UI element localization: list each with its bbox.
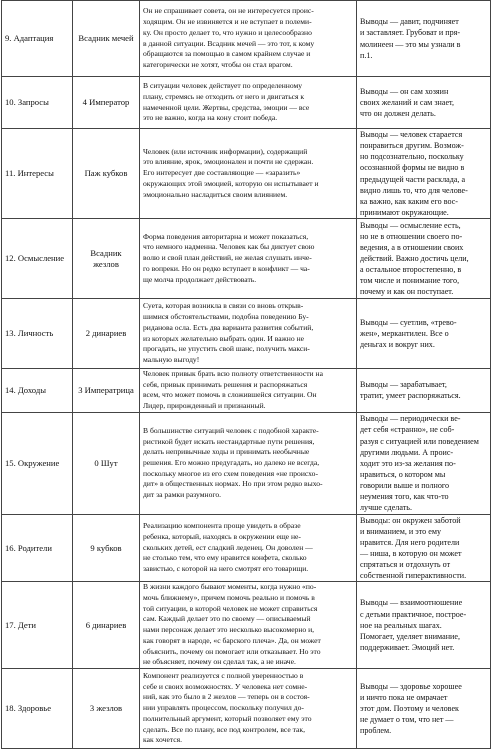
position-name: 14. Доходы <box>5 384 47 395</box>
conclusion-text-line: но подсознательно, поскольку <box>360 152 464 162</box>
conclusion-text-line: нравиться, о котором мы <box>360 469 446 479</box>
conclusion-text-cell <box>357 514 491 582</box>
card-name-line: Всадник <box>90 247 122 258</box>
card-name-line: 3 жезлов <box>89 703 123 713</box>
position-name: 12. Осмысление <box>5 253 65 263</box>
card-description-line: Компонент реализуется с полной уверенностью в <box>143 671 304 681</box>
conclusion-text-line: тратит, умеет распоряжаться. <box>360 391 461 401</box>
card-description-line: шимися обстоятельствами, подобна поведению Бу- <box>143 312 309 322</box>
conclusion-text-line: а остальное второстепенно, в <box>360 265 462 275</box>
card-description-cell <box>140 1 357 77</box>
conclusion-text-line: осознанной формы не видно в <box>360 163 465 173</box>
conclusion-text-line: разуя с ситуацией или поведением <box>360 436 479 446</box>
conclusion-text-line: почему и как он поступает. <box>360 287 454 297</box>
card-description-line: Его интересует две составляющие — «заразить» <box>143 168 301 178</box>
position-name-cell <box>2 219 73 299</box>
conclusion-text-cell <box>357 129 491 219</box>
position-name: 10. Запросы <box>5 97 49 107</box>
card-description-line: мочь ближнему», причем помочь реально и помочь в <box>143 593 315 603</box>
conclusion-text-line: что он должен делать. <box>360 109 436 119</box>
card-description-line: эмоционально насладиться своим влиянием. <box>143 189 288 199</box>
conclusion-text-line: молинеен — это мы узнали в <box>360 39 461 49</box>
card-name-cell <box>73 77 140 129</box>
conclusion-text-cell <box>357 412 491 514</box>
position-name: 17. Дети <box>5 619 37 630</box>
conclusion-text-line: проблем. <box>360 726 392 736</box>
card-description-line: В большинстве ситуаций человек с подобной характе- <box>143 425 319 435</box>
position-name-cell <box>2 582 73 669</box>
card-description-line: нами персонаж делает это несколько высокомерно и, <box>143 625 315 635</box>
conclusion-text-line: Выводы — он сам хозяин <box>360 86 449 96</box>
table-row <box>2 669 491 749</box>
card-name-line: 9 кубков <box>90 542 122 553</box>
conclusion-text-line: но не в отношении своего по- <box>360 231 463 241</box>
card-description-line: Он не спрашивает совета, он не интересуется проис- <box>143 6 314 16</box>
card-description-line: Лидер, прирожденный и признанный. <box>143 401 266 411</box>
card-name-line: 4 Император <box>82 97 130 107</box>
conclusion-text-line: принимают окружающие. <box>360 207 449 217</box>
table-body <box>2 1 491 749</box>
position-name-cell <box>2 369 73 413</box>
conclusion-text-line: и заставляет. Грубоват и пря- <box>360 28 461 38</box>
card-name-line: 6 динариев <box>85 619 127 630</box>
conclusion-text-line: с детьми практичное, построе- <box>360 609 467 619</box>
conclusion-text-cell <box>357 369 491 413</box>
card-description-line: как хочется. <box>143 735 183 745</box>
conclusion-text-line: — ниша, в которую он может <box>360 549 462 559</box>
card-description-line: прогадать, не упустить свой шанс, получить макси- <box>143 344 310 354</box>
conclusion-text-cell <box>357 77 491 129</box>
card-description-cell <box>140 129 357 219</box>
card-description-line: себя, привык принимать решения и распоряжаться <box>143 379 308 389</box>
card-description-cell <box>140 369 357 413</box>
card-description-line: мальную выгоду! <box>143 354 200 364</box>
card-description-line: решения. Его можно предугадать, но далеко не всегда, <box>143 457 320 467</box>
card-description-line: ще молча продолжает действовать. <box>143 274 257 284</box>
conclusion-text-line: Помогает, уделяет внимание, <box>360 631 460 641</box>
conclusion-text-cell <box>357 1 491 77</box>
position-name: 15. Окружение <box>5 457 60 468</box>
card-description-line: категорически не хотят, чтобы он стал врагом. <box>143 59 293 69</box>
card-name-line: Паж кубков <box>84 168 128 178</box>
conclusion-text-line: Выводы — суетлив, «трево- <box>360 317 457 327</box>
table-row <box>2 412 491 514</box>
card-description-line: намеченной цели. Жертвы, средства, эмоции — все <box>143 102 310 112</box>
conclusion-text-line: спрятаться и отдохнуть от <box>360 560 451 570</box>
conclusion-text-line: нравится. Для него родители <box>360 538 460 547</box>
conclusion-text-line: предыдущей части расклада, а <box>360 174 466 184</box>
card-description-line: поскольку многое из его схем поведения «не происхо- <box>143 468 318 478</box>
card-name-cell <box>73 299 140 369</box>
conclusion-text-line: собственной гиперактивности. <box>360 571 467 581</box>
conclusion-text-line: этот дом. Поэтому и человек <box>360 703 459 713</box>
conclusion-text-line: видно лишь то, что для челове- <box>360 185 468 195</box>
table-row <box>2 369 491 413</box>
card-description-line: завистью, с которой на него смотрят его товарищи. <box>143 564 309 574</box>
card-description-line: В жизни каждого бывают моменты, когда нужно «по- <box>143 582 317 592</box>
card-name-cell <box>73 369 140 413</box>
conclusion-text-line: говорили выше и полного <box>360 480 450 490</box>
conclusion-text-line: Выводы — человек старается <box>360 130 463 140</box>
card-name-line: Всадник мечей <box>78 33 134 43</box>
tarot-positions-table <box>1 0 491 749</box>
card-description-line: как говорят в народе, «с барского плеча». Да, он может <box>143 635 321 645</box>
position-name-cell <box>2 299 73 369</box>
conclusion-text-line: деньгах и вокруг них. <box>360 340 435 350</box>
card-description-line: В ситуации человек действует по определенному <box>143 81 303 91</box>
position-name: 11. Интересы <box>5 168 54 178</box>
card-name-cell <box>73 669 140 749</box>
card-description-line: го вопреки. Но он редко вступает в конфликт — ча- <box>143 263 310 273</box>
card-name-cell <box>73 219 140 299</box>
card-description-line: ходящим. Он не извиняется и не вступает в полеми- <box>143 17 312 27</box>
card-description-cell <box>140 219 357 299</box>
card-description-line: Человек привык брать всю полноту ответственности на <box>143 369 323 378</box>
position-name-cell <box>2 412 73 514</box>
conclusion-text-line: Выводы — зарабатывает, <box>360 380 447 390</box>
position-name: 9. Адаптация <box>5 33 54 43</box>
conclusion-text-cell <box>357 582 491 669</box>
conclusion-text-line: Выводы — осмысление есть, <box>360 220 461 230</box>
position-name-cell <box>2 514 73 582</box>
position-name-cell <box>2 1 73 77</box>
position-name-cell <box>2 77 73 129</box>
conclusion-text-line: дет себя «странно», не соб- <box>360 425 455 435</box>
card-description-cell <box>140 77 357 129</box>
card-description-line: сам. Каждый делает это по своему — описываемый <box>143 614 311 624</box>
card-description-line: Реализацию компонента проще увидеть в образе <box>143 521 301 531</box>
conclusion-text-line: лучше сделать. <box>360 503 412 513</box>
card-description-line: окружающих этой эмоцией, которую он испытывает и <box>143 178 319 188</box>
card-description-line: ний, как это было в 2 жезлов — теперь он в состоя- <box>143 692 310 702</box>
conclusion-text-cell <box>357 669 491 749</box>
conclusion-text-line: не думает о том, что нет — <box>360 715 454 725</box>
table-row <box>2 77 491 129</box>
card-name-line: 0 Шут <box>94 457 118 468</box>
position-name: 16. Родители <box>5 542 52 553</box>
card-description-line: скольких детей, ест сладкий леденец. Он доволен — <box>143 542 313 552</box>
position-name-cell <box>2 129 73 219</box>
card-description-line: не объясняет, почему он сделал так, а не иначе. <box>143 657 296 667</box>
card-description-line: не столько тем, что ему нравится конфета, сколько <box>143 553 307 563</box>
position-name: 13. Личность <box>5 328 54 338</box>
position-name: 18. Здоровье <box>5 703 52 713</box>
conclusion-text-line: Выводы — здоровье хорошее <box>360 681 462 691</box>
card-description-cell <box>140 412 357 514</box>
card-name-line: 2 динариев <box>85 328 127 338</box>
card-name-cell <box>73 1 140 77</box>
card-description-line: делать непривычные ходы и принимать необычные <box>143 447 310 457</box>
table-row <box>2 514 491 582</box>
card-description-line: в данной ситуации. Всадник мечей — это тот, к кому <box>143 38 315 48</box>
card-description-line: Человек (или источник информации), содержащий <box>143 146 308 156</box>
conclusion-text-cell <box>357 219 491 299</box>
conclusion-text-line: ное на реальных шагах. <box>360 620 442 630</box>
card-description-line: ристикой будет искать нестандартные пути решения, <box>143 436 315 446</box>
conclusion-text-line: ка важно, как каким его вос- <box>360 196 459 206</box>
card-description-line: объяснить, почему он помогает или отказывает. Но это <box>143 646 321 656</box>
card-description-line: Форма поведения авторитарна и может показаться, <box>143 231 309 241</box>
card-description-line: из которых желательно выбрать один. И важно не <box>143 333 304 343</box>
card-description-line: сделать. Все по плану, все под контролем, все так, <box>143 724 305 734</box>
conclusion-text-line: Выводы: он окружен заботой <box>360 515 461 525</box>
conclusion-text-line: поддерживает. Эмоций нет. <box>360 642 455 652</box>
conclusion-text-line: том числе и понимание того, <box>360 276 460 286</box>
card-description-line: риданова осла. Есть два варианта развития событий, <box>143 322 314 332</box>
card-description-line: это влияние, ярок, эмоционален и почти не сдержан. <box>143 157 314 167</box>
card-description-line: полнительный аргумент, который позволяет ему это <box>143 713 312 723</box>
conclusion-text-line: Выводы — взаимоотношение <box>360 598 463 608</box>
card-name-cell <box>73 582 140 669</box>
card-description-line: той ситуации, в которой человек не может справиться <box>143 603 318 613</box>
card-description-line: всем, что может помочь в сложившейся ситуации. Он <box>143 390 317 400</box>
conclusion-text-cell <box>357 299 491 369</box>
card-description-line: волю и свой план действий, не желая слушать инче- <box>143 253 312 263</box>
table-row <box>2 219 491 299</box>
table-row <box>2 129 491 219</box>
conclusion-text-line: Выводы — давит, подчиняет <box>360 17 459 27</box>
card-name-cell <box>73 412 140 514</box>
card-description-line: плану, стремясь не отходить от него и двигаться к <box>143 91 305 101</box>
table-row <box>2 299 491 369</box>
table-row <box>2 1 491 77</box>
card-description-cell <box>140 669 357 749</box>
card-description-line: дит за рамки разумного. <box>143 490 222 500</box>
card-description-line: ку. Он просто делает то, что нужно и целесообразно <box>143 27 312 37</box>
card-name-line: жезлов <box>93 258 119 269</box>
conclusion-text-line: ходит это из-за желания по- <box>360 458 456 468</box>
conclusion-text-line: жен», меркантилен. Все о <box>360 328 449 338</box>
card-description-line: что немного надменна. Человек как бы диктует свою <box>143 242 315 252</box>
conclusion-text-line: понравиться другим. Возмож- <box>360 141 464 151</box>
card-name-cell <box>73 129 140 219</box>
card-description-line: нии управлять процессом, поскольку получил до- <box>143 703 304 713</box>
card-description-cell <box>140 514 357 582</box>
card-name-line: 3 Императрица <box>78 384 134 395</box>
conclusion-text-line: ведения, а в отношении своих <box>360 242 464 252</box>
card-description-cell <box>140 299 357 369</box>
card-name-cell <box>73 514 140 582</box>
position-name-cell <box>2 669 73 749</box>
card-description-line: обращаются за помощью в самом крайнем случае и <box>143 49 311 59</box>
conclusion-text-line: и вниманием, и это ему <box>360 526 442 536</box>
conclusion-text-line: Выводы — периодически ве- <box>360 414 461 424</box>
card-description-line: ребенка, который, находясь в окружении еще не- <box>143 532 301 542</box>
card-description-line: себе и своих возможностях. У человека нет сомне- <box>143 681 308 691</box>
conclusion-text-line: другими людьми. А проис- <box>360 447 454 457</box>
conclusion-text-line: своих желаний и сам знает, <box>360 97 454 107</box>
conclusion-text-line: неумения того, как что-то <box>360 492 449 502</box>
card-description-cell <box>140 582 357 669</box>
card-description-line: Суета, которая возникла в связи со вновь открыв- <box>143 301 304 311</box>
table-row <box>2 582 491 669</box>
conclusion-text-line: и ничто пока не омрачает <box>360 692 448 702</box>
card-description-line: это не важно, когда на кону стоит победа. <box>143 113 278 123</box>
card-description-line: дит» в общественных нормах. Но при этом редко выхо- <box>143 479 323 489</box>
conclusion-text-line: действий. Важно достичь цели, <box>360 253 469 263</box>
conclusion-text-line: п.1. <box>360 50 373 60</box>
